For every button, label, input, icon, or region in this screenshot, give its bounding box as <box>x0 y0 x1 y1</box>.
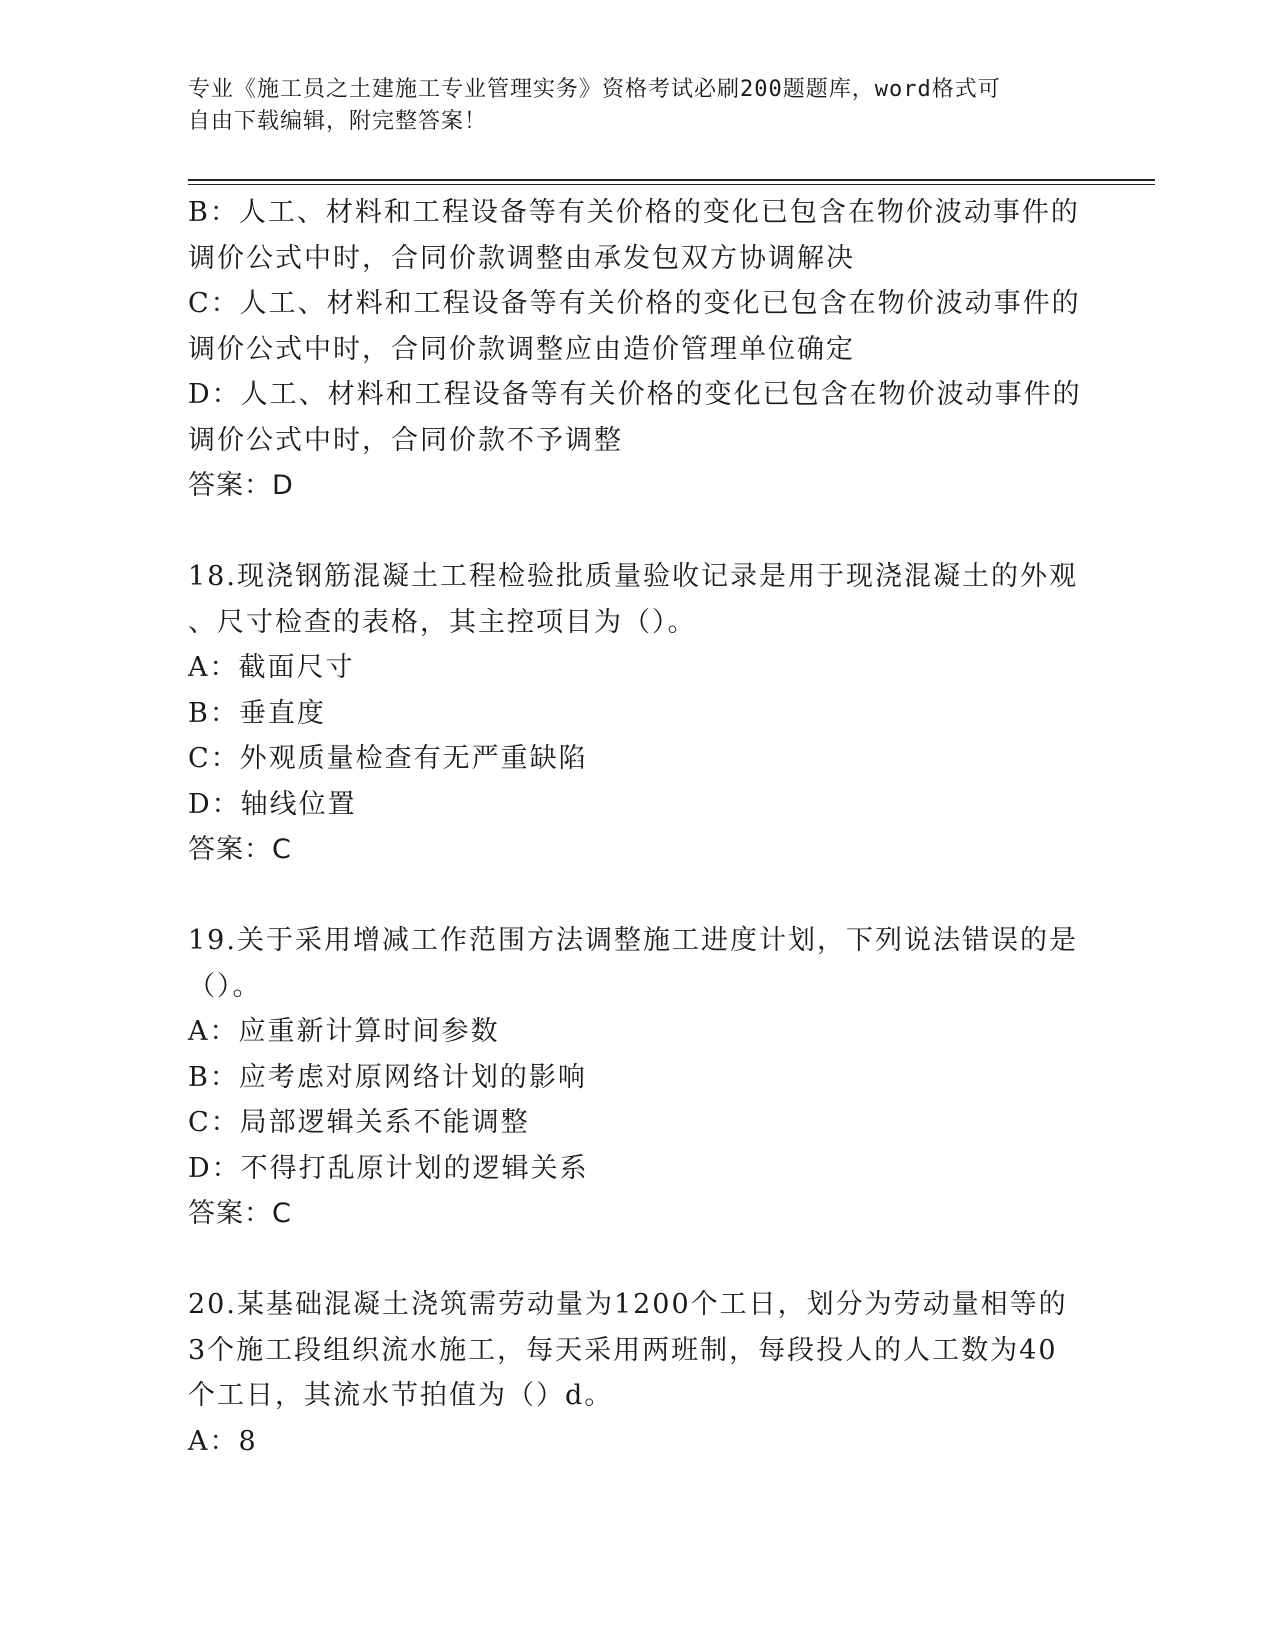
question-17-continued <box>188 190 1088 509</box>
option-d-line-1: D：人工、材料和工程设备等有关价格的变化已包含在物价波动事件的 <box>188 379 1082 410</box>
question-stem-line-2: 3个施工段组织流水施工，每天采用两班制，每段投人的人工数为40 <box>188 1334 1058 1366</box>
option-c-line-2: 调价公式中时，合同价款调整应由造价管理单位确定 <box>188 333 855 365</box>
document-header <box>188 74 1068 138</box>
question-19 <box>188 918 1088 1237</box>
option-c-line-1: C：人工、材料和工程设备等有关价格的变化已包含在物价波动事件的 <box>188 288 1081 319</box>
question-stem-line-2: （）。 <box>188 970 262 1002</box>
answer: 答案：C <box>188 834 292 865</box>
answer: 答案：D <box>188 470 294 501</box>
header-rule-thick <box>188 179 1155 181</box>
header-rule-thin <box>188 184 1155 185</box>
question-stem-line-1: 19.关于采用增减工作范围方法调整施工进度计划，下列说法错误的是 <box>188 925 1078 956</box>
option-d: D：轴线位置 <box>188 788 357 820</box>
question-20 <box>188 1282 1088 1464</box>
spacer <box>188 509 1088 555</box>
spacer <box>188 1237 1088 1283</box>
question-stem-line-1: 20.某基础混凝土浇筑需劳动量为1200个工日，划分为劳动量相等的 <box>188 1289 1068 1320</box>
question-stem-line-2: 、尺寸检查的表格，其主控项目为（）。 <box>188 606 697 638</box>
option-a: A：截面尺寸 <box>188 652 355 683</box>
option-b: B：垂直度 <box>188 697 326 729</box>
answer: 答案：C <box>188 1198 292 1229</box>
question-stem-line-3: 个工日，其流水节拍值为（）d。 <box>188 1380 614 1411</box>
option-b-line-2: 调价公式中时，合同价款调整由承发包双方协调解决 <box>188 242 855 274</box>
spacer <box>188 873 1088 919</box>
option-a: A：应重新计算时间参数 <box>188 1016 500 1047</box>
option-b-line-1: B：人工、材料和工程设备等有关价格的变化已包含在物价波动事件的 <box>188 197 1080 228</box>
option-c: C：局部逻辑关系不能调整 <box>188 1107 530 1138</box>
option-d-line-2: 调价公式中时，合同价款不予调整 <box>188 424 623 456</box>
header-line-2: 自由下载编辑，附完整答案！ <box>188 109 488 134</box>
option-c: C：外观质量检查有无严重缺陷 <box>188 743 588 774</box>
header-line-1: 专业《施工员之土建施工专业管理实务》资格考试必刷200题题库，word格式可 <box>188 77 1001 102</box>
question-18 <box>188 554 1088 873</box>
question-stem-line-1: 18.现浇钢筋混凝土工程检验批质量验收记录是用于现浇混凝土的外观 <box>188 561 1078 592</box>
option-d: D：不得打乱原计划的逻辑关系 <box>188 1152 589 1184</box>
option-a: A：8 <box>188 1425 258 1457</box>
option-b: B：应考虑对原网络计划的影响 <box>188 1061 587 1093</box>
document-body <box>188 190 1088 1464</box>
